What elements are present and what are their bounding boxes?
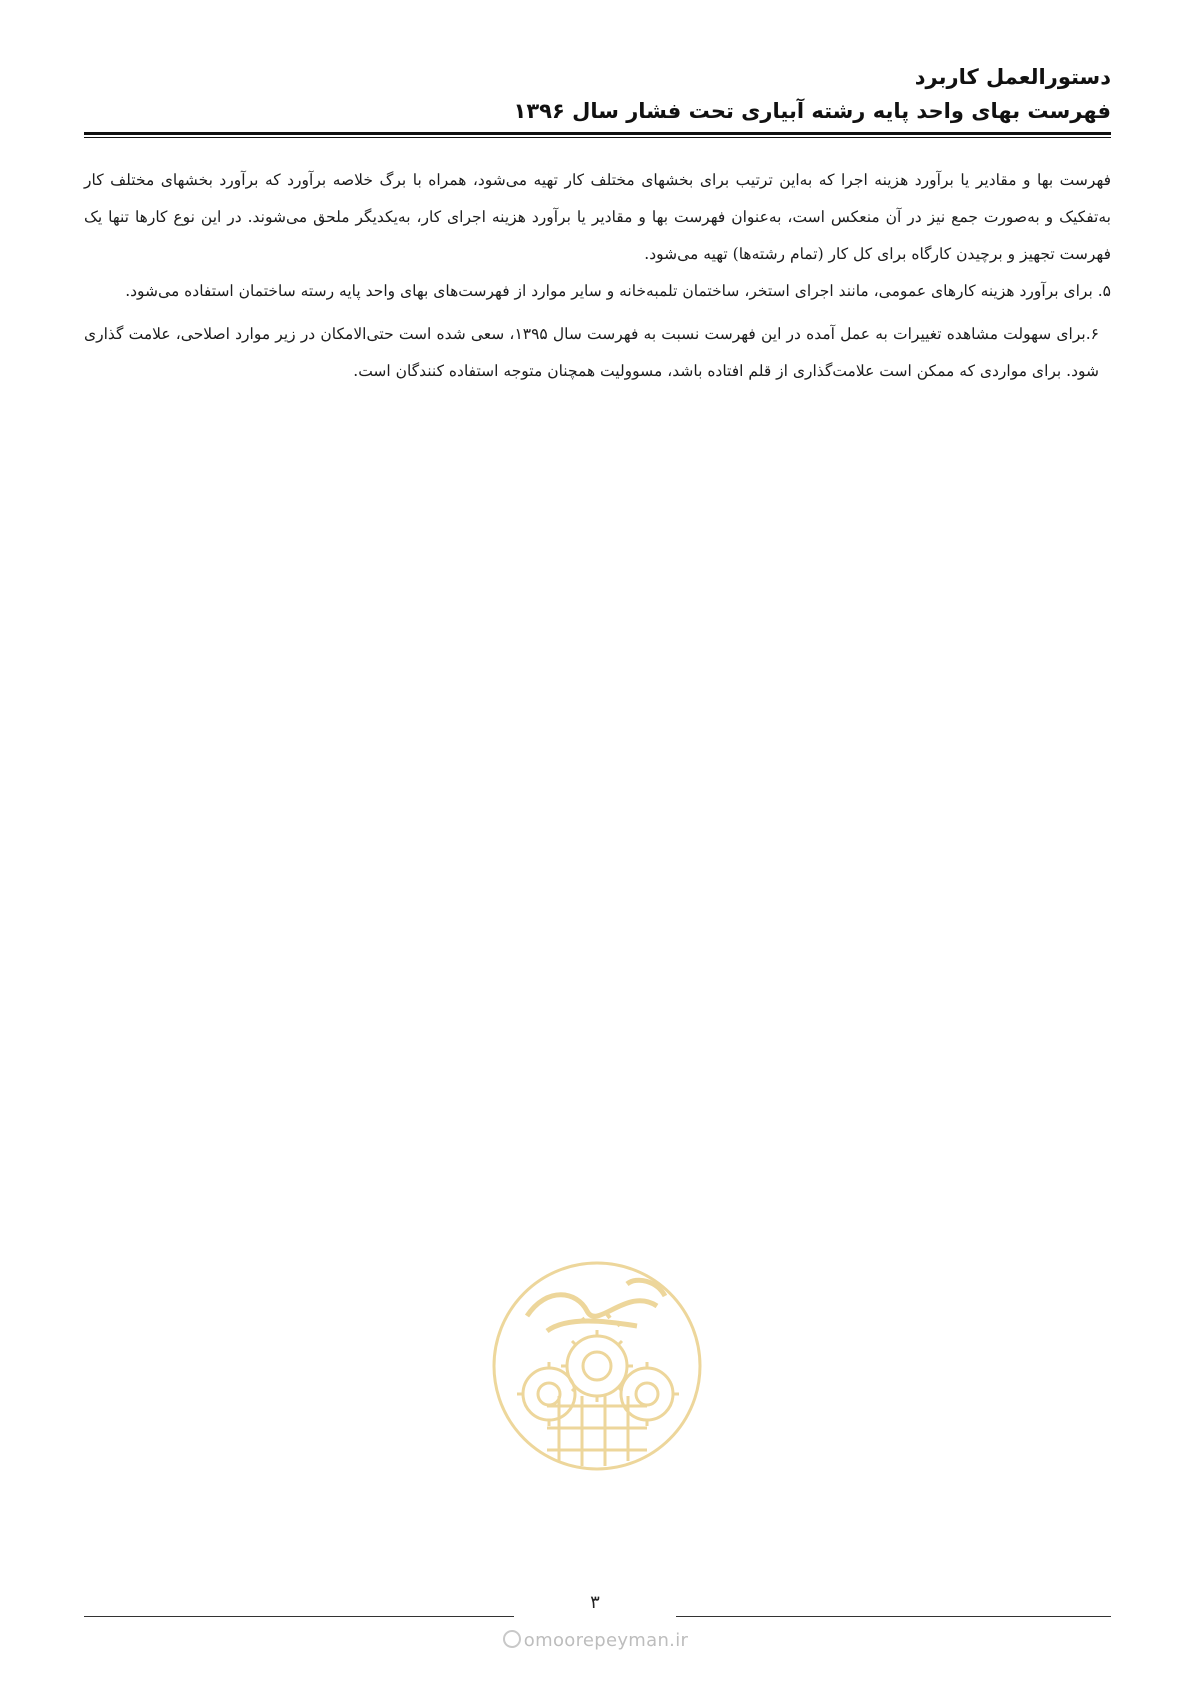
header-subtitle: فهرست بهای واحد پایه رشته آبیاری تحت فشار سال ۱۳۹۶ bbox=[513, 99, 1111, 123]
header-title: دستورالعمل کاربرد bbox=[914, 65, 1111, 89]
page-header bbox=[84, 60, 1111, 128]
header-rule-thin bbox=[84, 137, 1111, 138]
watermark-text: omoorepeyman.ir bbox=[523, 1630, 689, 1651]
footer-rule-left bbox=[84, 1616, 514, 1617]
body-text bbox=[84, 162, 1111, 390]
paragraph-intro: فهرست بها و مقادیر یا برآورد هزینه اجرا که به‌این ترتیب برای بخشهای مختلف کار تهیه می‌شود، همراه با برگ خلاصه برآورد که برآورد بخشهای مختلف کار به‌تفکیک و به‌صورت جمع نیز در آن منعکس است، به‌عنوان فهرست بها و مقادیر یا برآورد هزینه اجرای کار، به‌یکدیگر ملحق می‌شوند. در این نوع کارها تنها یک فهرست تجهیز و برچیدن کارگاه برای کل کار (تمام رشته‌ها) تهیه می‌شود. bbox=[84, 171, 1111, 263]
paragraph-item-6: ۶.برای سهولت مشاهده تغییرات به عمل آمده در این فهرست نسبت به فهرست سال ۱۳۹۵، سعی شده است حتی‌الامکان در زیر موارد اصلاحی، علامت گذاری شود. برای مواردی که ممکن است علامت‌گذاری از قلم افتاده باشد، مسوولیت همچنان متوجه استفاده کنندگان است. bbox=[84, 325, 1099, 380]
omoore-peyman-seal-icon bbox=[487, 1256, 707, 1476]
page-number: ۳ bbox=[590, 1592, 600, 1613]
watermark bbox=[0, 1630, 1191, 1651]
paragraph-item-5: ۵. برای برآورد هزینه کارهای عمومی، مانند اجرای استخر، ساختمان تلمبه‌خانه و سایر موارد از فهرست‌های بهای واحد پایه رسته ساختمان استفاده می‌شود. bbox=[125, 282, 1111, 300]
header-rule-thick bbox=[84, 132, 1111, 135]
watermark-logo-icon bbox=[503, 1630, 521, 1648]
footer-rule-right bbox=[676, 1616, 1111, 1617]
